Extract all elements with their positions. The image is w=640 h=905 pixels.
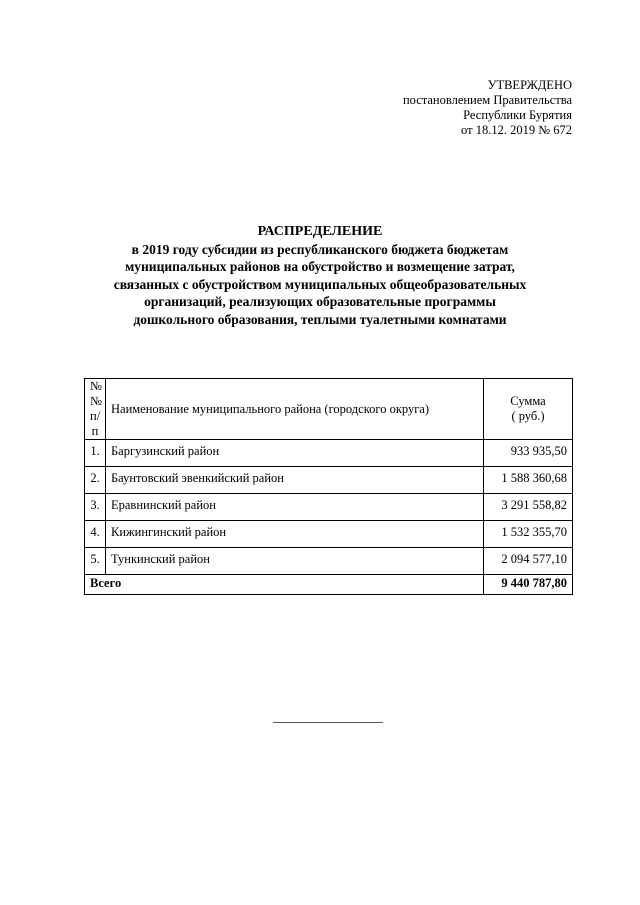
total-row	[85, 575, 573, 595]
row-number: 1.	[85, 440, 106, 467]
row-district: Кижингинский район	[106, 521, 484, 548]
table-row	[85, 521, 573, 548]
approval-title: УТВЕРЖДЕНО	[487, 78, 572, 92]
row-number: 2.	[85, 467, 106, 494]
row-sum: 933 935,50	[484, 440, 573, 467]
title-line-5: дошкольного образования, теплыми туалетными комнатами	[133, 311, 507, 327]
row-district: Баунтовский эвенкийский район	[106, 467, 484, 494]
row-sum: 3 291 558,82	[484, 494, 573, 521]
row-sum: 1 588 360,68	[484, 467, 573, 494]
approval-stamp	[312, 78, 572, 138]
approval-decree: постановлением Правительства	[402, 93, 572, 107]
total-sum: 9 440 787,80	[484, 575, 573, 595]
row-sum: 2 094 577,10	[484, 548, 573, 575]
title-line-4: организаций, реализующих образовательные программы	[144, 294, 496, 309]
header-sum-line1: Сумма	[510, 394, 546, 408]
distribution-table	[84, 378, 573, 595]
row-number: 4.	[85, 521, 106, 548]
header-sum	[484, 379, 573, 440]
table-row	[85, 494, 573, 521]
title-line-2: муниципальных районов на обустройство и возмещение затрат,	[125, 259, 515, 274]
document-title	[60, 223, 580, 328]
header-number-line1: №№	[90, 379, 102, 408]
header-name: Наименование муниципального района (городского округа)	[106, 379, 484, 440]
closing-divider	[273, 722, 383, 723]
row-district: Тункинский район	[106, 548, 484, 575]
approval-republic: Республики Бурятия	[463, 108, 572, 122]
title-heading: РАСПРЕДЕЛЕНИЕ	[257, 224, 383, 239]
row-district: Еравнинский район	[106, 494, 484, 521]
table-row	[85, 548, 573, 575]
row-sum: 1 532 355,70	[484, 521, 573, 548]
table-header-row	[85, 379, 573, 440]
table-row	[85, 440, 573, 467]
header-sum-line2: ( руб.)	[511, 409, 545, 423]
row-number: 5.	[85, 548, 106, 575]
header-number	[85, 379, 106, 440]
approval-date-number: от 18.12. 2019 № 672	[461, 123, 572, 137]
row-district: Баргузинский район	[106, 440, 484, 467]
total-label: Всего	[85, 575, 484, 595]
title-line-1: в 2019 году субсидии из республиканского бюджета бюджетам	[131, 241, 509, 257]
row-number: 3.	[85, 494, 106, 521]
header-number-line2: п/п	[90, 409, 101, 438]
table-row	[85, 467, 573, 494]
title-line-3: связанных с обустройством муниципальных общеобразовательных	[113, 276, 527, 292]
